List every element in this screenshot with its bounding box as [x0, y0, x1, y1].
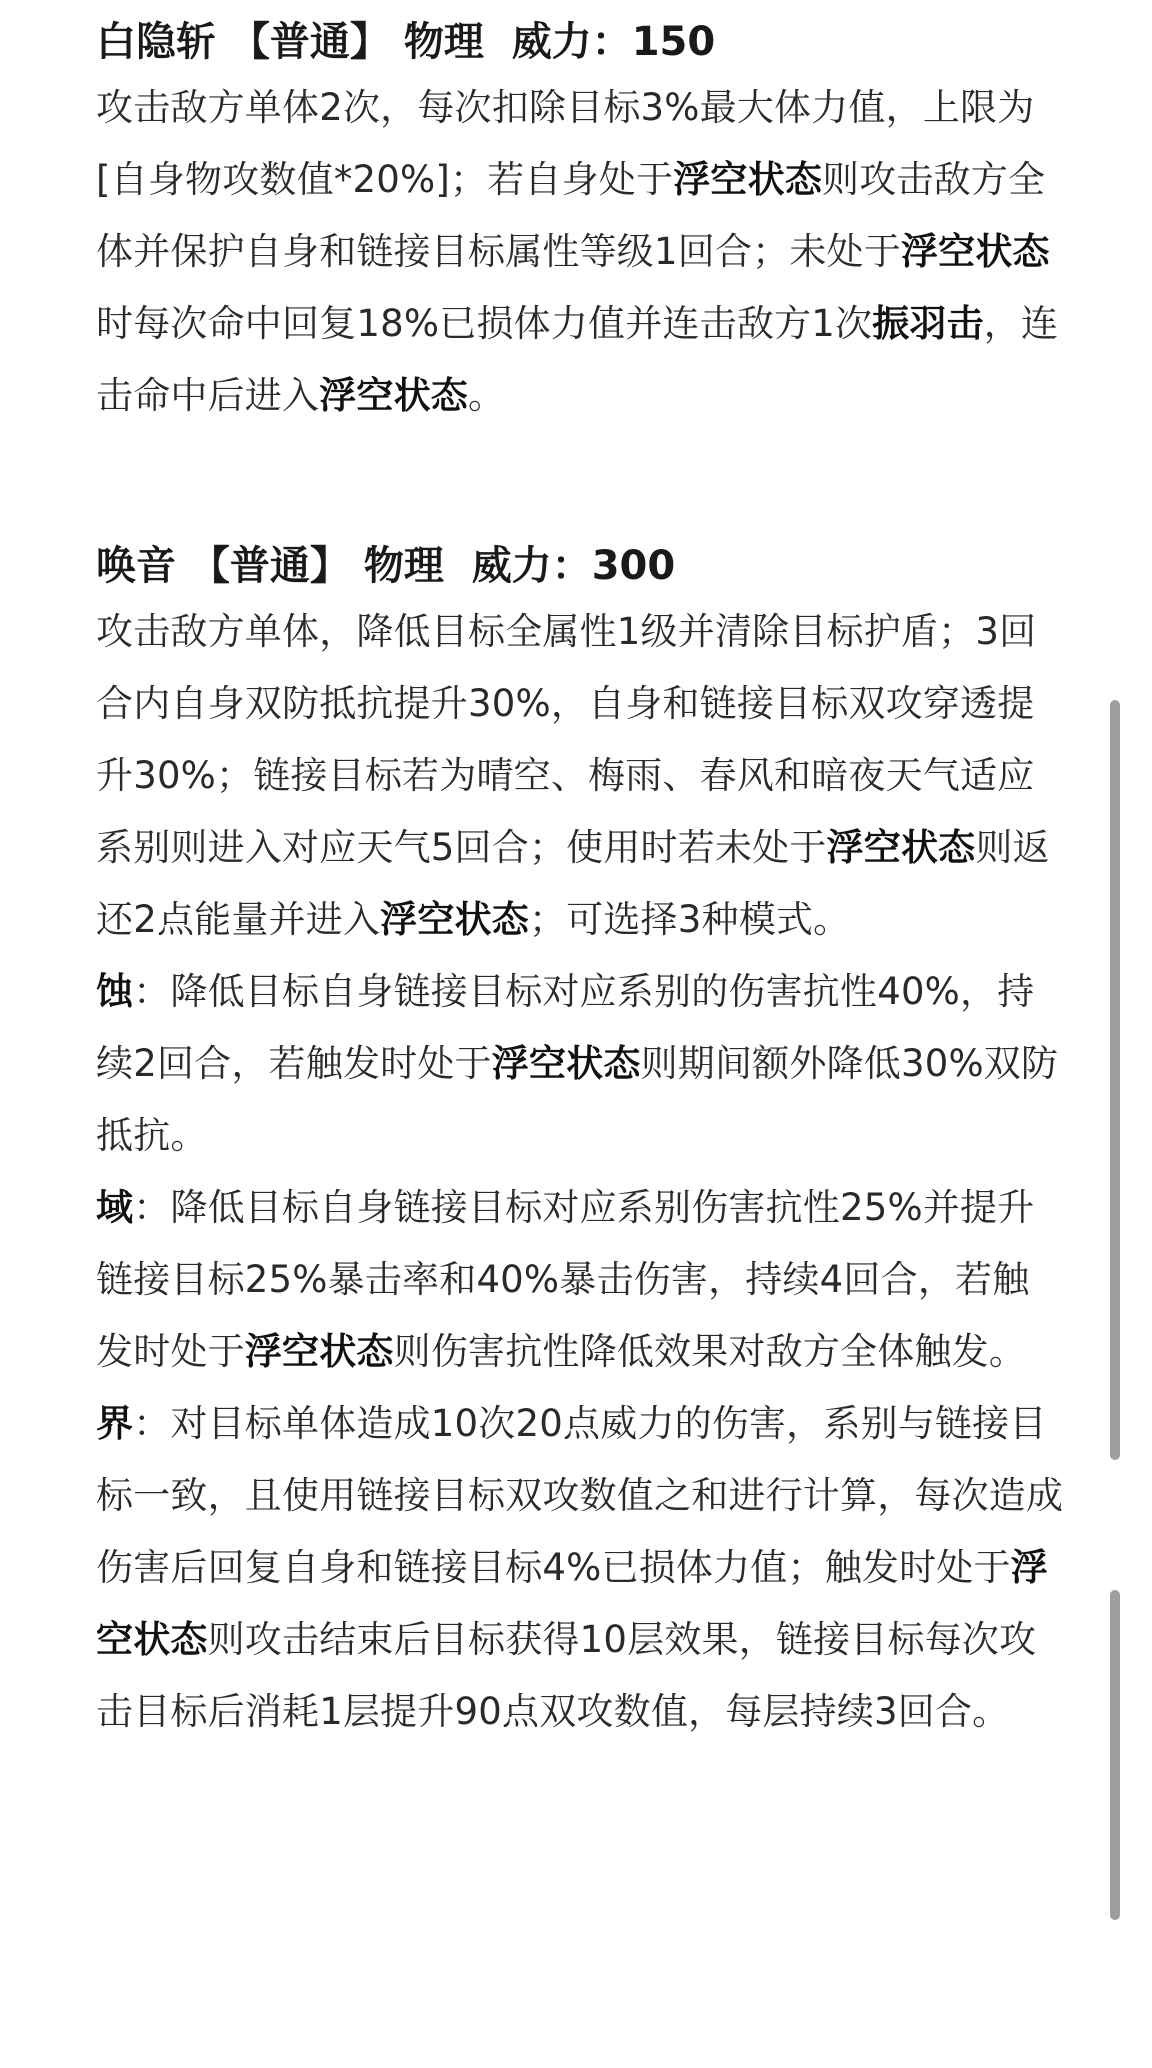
skill-description: 攻击敌方单体，降低目标全属性1级并清除目标护盾；3回合内自身双防抵抗提升30%，自身和链接目标双攻穿透提升30%；链接目标若为晴空、梅雨、春风和暗夜天气适应系别则进入对应天气5回合；使用时若未处于浮空状态则返还2点能量并进入浮空状态；可选择3种模式。: [96, 610, 1050, 941]
emphasis-text: 振羽击: [872, 302, 984, 345]
emphasis-text: 浮空状态: [900, 230, 1050, 273]
scrollbar-thumb[interactable]: [1110, 700, 1120, 1460]
mode-entry: [96, 1388, 1066, 1748]
mode-entry: [96, 956, 1066, 1172]
skill-description: 攻击敌方单体2次，每次扣除目标3%最大体力值，上限为[自身物攻数值*20%]；若自身处于浮空状态则攻击敌方全体并保护自身和链接目标属性等级1回合；未处于浮空状态时每次命中回复18%已损体力值并连击敌方1次振羽击，连击命中后进入浮空状态。: [96, 86, 1059, 417]
emphasis-text: 浮空状态: [826, 826, 976, 869]
emphasis-text: 浮空状态: [491, 1042, 641, 1085]
emphasis-text: 浮空状态: [380, 898, 529, 941]
mode-text: ：降低目标自身链接目标对应系别伤害抗性25%并提升链接目标25%暴击率和40%暴击伤害，持续4回合，若触发时处于浮空状态则伤害抗性降低效果对敌方全体触发。: [96, 1186, 1035, 1373]
skill-header: 白隐斩 【普通】 物理 威力：150: [96, 19, 716, 65]
mode-entry: [96, 1172, 1066, 1388]
emphasis-text: 浮空状态: [319, 374, 469, 417]
section-spacer: [96, 432, 1066, 536]
mode-text: ：降低目标自身链接目标对应系别的伤害抗性40%，持续2回合，若触发时处于浮空状态则期间额外降低30%双防抵抗。: [96, 970, 1059, 1157]
mode-text: ：对目标单体造成10次20点威力的伤害，系别与链接目标一致，且使用链接目标双攻数值之和进行计算，每次造成伤害后回复自身和链接目标4%已损体力值；触发时处于浮空状态则攻击结束后目标获得10层效果，链接目标每次攻击目标后消耗1层提升90点双攻数值，每层持续3回合。: [96, 1402, 1064, 1733]
mode-label: 界: [96, 1402, 134, 1445]
skill-section-1: [96, 12, 1066, 432]
emphasis-text: 浮空状态: [244, 1330, 394, 1373]
skill-list: [96, 12, 1066, 1748]
emphasis-text: 浮空状态: [673, 158, 823, 201]
mode-label: 域: [96, 1186, 134, 1229]
scrollbar-thumb[interactable]: [1110, 1590, 1120, 1920]
emphasis-text: 浮空状态: [96, 1546, 1048, 1661]
skill-header: 唤音 【普通】 物理 威力：300: [96, 543, 676, 589]
skill-section-2: [96, 536, 1066, 1748]
mode-label: 蚀: [96, 970, 134, 1013]
